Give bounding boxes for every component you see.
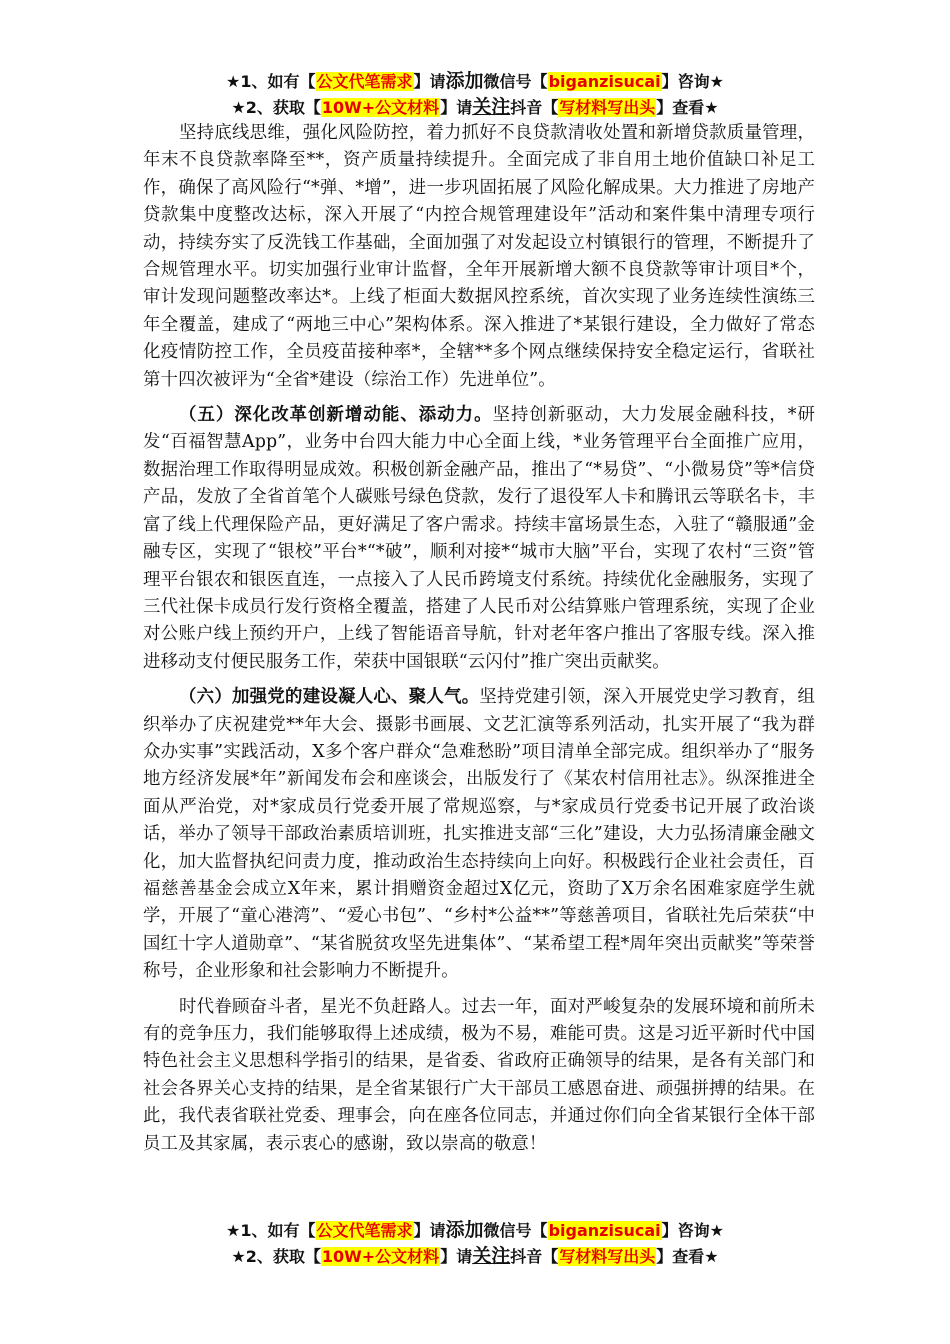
banner-highlight: 写材料写出头 [559,98,656,117]
banner-highlight: biganzisucai [548,1221,661,1240]
banner-suffix: 】查看★ [656,98,719,117]
banner-suffix: 】咨询★ [661,1221,724,1240]
banner-prefix: ★2、获取【 [231,98,321,117]
banner-highlight: 10W+公文材料 [321,98,440,117]
promo-banner-top-line2 [0,94,950,121]
paragraph-text: 坚持创新驱动，大力发展金融科技，*研发“百福智慧App”，业务中台四大能力中心全面上线，*业务管理平台全面推广应用，数据治理工作取得明显成效。积极创新金融产品，推出了“*易贷”、“小微易贷”等*信贷产品，发放了全省首笔个人碳账号绿色贷款，发行了退役军人卡和腾讯云等联名卡，丰富了线上代理保险产品，更好满足了客户需求。持续丰富场景生态，入驻了“赣服通”金融专区，实现了“银校”平台*“*破”，顺利对接*“城市大脑”平台，实现了农村“三资”管理平台银农和银医直连，一点接入了人民币跨境支付系统。持续优化金融服务，实现了三代社保卡成员行发行资格全覆盖，搭建了人民币对公结算账户管理系统，实现了企业对公账户线上预约开户，上线了智能语音导航，针对老年客户推出了客服专线。深入推进移动支付便民服务工作，荣获中国银联“云闪付”推广突出贡献奖。 [143,405,815,672]
banner-emphasis: 添加 [445,70,484,92]
promo-banner-bottom-line2 [0,1243,950,1270]
banner-text: 抖音【 [510,98,559,117]
banner-highlight: biganzisucai [548,72,661,91]
banner-text: 微信号【 [483,72,548,91]
banner-highlight: 10W+公文材料 [321,1247,440,1266]
banner-highlight: 公文代笔需求 [316,1221,413,1240]
section-heading: （五）深化改革创新增动能、添动力。 [179,405,493,426]
banner-prefix: ★2、获取【 [231,1247,321,1266]
body-paragraph-3 [143,684,815,985]
banner-highlight: 公文代笔需求 [316,72,413,91]
paragraph-text: 时代眷顾奋斗者，星光不负赶路人。过去一年，面对严峻复杂的发展环境和前所未有的竞争压力，我们能够取得上述成绩，极为不易，难能可贵。这是习近平新时代中国特色社会主义思想科学指引的结果，是省委、省政府正确领导的结果，是各有关部门和社会各界关心支持的结果，是全省某银行广大干部员工感恩奋进、顽强拼搏的结果。在此，我代表省联社党委、理事会，向在座各位同志，并通过你们向全省某银行全体干部员工及其家属，表示衷心的感谢，致以崇高的敬意！ [143,996,815,1154]
banner-text: 抖音【 [510,1247,559,1266]
banner-emphasis: 添加 [445,1219,484,1241]
banner-suffix: 】咨询★ [661,72,724,91]
banner-text: 】请 [413,72,446,91]
body-paragraph-2 [143,402,815,676]
document-body [143,120,815,1158]
body-paragraph-4 [143,994,815,1158]
banner-emphasis: 关注 [472,1245,511,1267]
banner-highlight: 写材料写出头 [559,1247,656,1266]
banner-text: 微信号【 [483,1221,548,1240]
body-paragraph-1 [143,120,815,394]
section-heading: （六）加强党的建设凝人心、聚人气。 [179,687,480,708]
banner-prefix: ★1、如有【 [226,1221,316,1240]
banner-text: 】请 [440,1247,473,1266]
banner-text: 】请 [440,98,473,117]
banner-emphasis: 关注 [472,96,511,118]
banner-prefix: ★1、如有【 [226,72,316,91]
banner-suffix: 】查看★ [656,1247,719,1266]
paragraph-text: 坚持党建引领，深入开展党史学习教育，组织举办了庆祝建党**年大会、摄影书画展、文艺汇演等系列活动，扎实开展了“我为群众办实事”实践活动，X多个客户群众“急难愁盼”项目清单全部完成。组织举办了“服务地方经济发展*年”新闻发布会和座谈会，出版发行了《某农村信用社志》。纵深推进全面从严治党，对*家成员行党委开展了常规巡察，与*家成员行党委书记开展了政治谈话，举办了领导干部政治素质培训班，扎实推进支部“三化”建设，大力弘扬清廉金融文化，加大监督执纪问责力度，推动政治生态持续向上向好。积极践行企业社会责任，百福慈善基金会成立X年来，累计捐赠资金超过X亿元，资助了X万余名困难家庭学生就学，开展了“童心港湾”、“爱心书包”、“乡村*公益**”等慈善项目，省联社先后荣获“中国红十字人道勋章”、“某省脱贫攻坚先进集体”、“某希望工程*周年突出贡献奖”等荣誉称号，企业形象和社会影响力不断提升。 [143,687,815,982]
promo-banner-bottom-line1 [0,1217,950,1244]
paragraph-text: 坚持底线思维，强化风险防控，着力抓好不良贷款清收处置和新增贷款质量管理，年末不良贷款率降至**，资产质量持续提升。全面完成了非自用土地价值缺口补足工作，确保了高风险行“*弹、*增”，进一步巩固拓展了风险化解成果。大力推进了房地产贷款集中度整改达标，深入开展了“内控合规管理建设年”活动和案件集中清理专项行动，持续夯实了反洗钱工作基础，全面加强了对发起设立村镇银行的管理，不断提升了合规管理水平。切实加强行业审计监督，全年开展新增大额不良贷款等审计项目*个，审计发现问题整改率达*。上线了柜面大数据风控系统，首次实现了业务连续性演练三年全覆盖，建成了“两地三中心”架构体系。深入推进了*某银行建设，全力做好了常态化疫情防控工作，全员疫苗接种率*，全辖**多个网点继续保持安全稳定运行，省联社第十四次被评为“全省*建设（综治工作）先进单位”。 [143,123,815,390]
promo-banner-top-line1 [0,68,950,95]
banner-text: 】请 [413,1221,446,1240]
